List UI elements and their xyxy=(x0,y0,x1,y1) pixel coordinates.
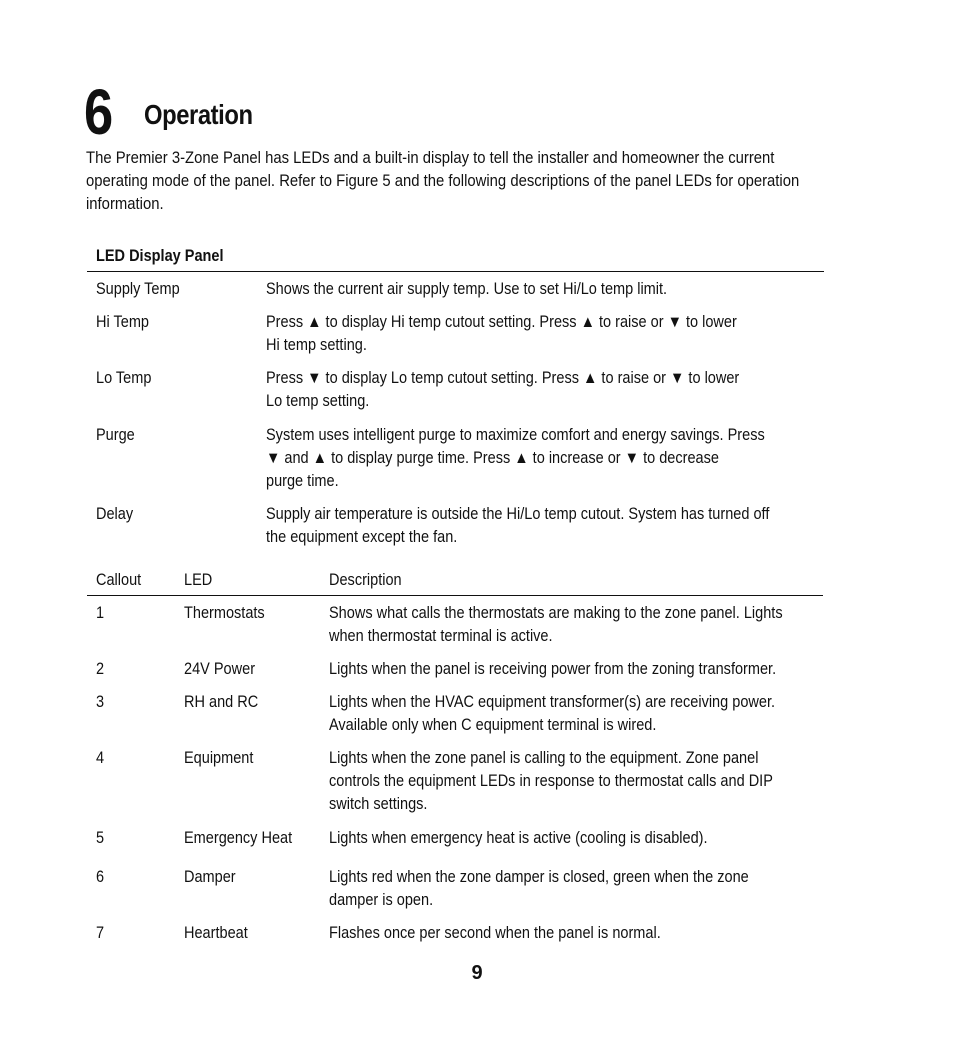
led-name xyxy=(184,747,263,770)
led-description xyxy=(329,866,806,912)
panel-row-description xyxy=(266,503,838,549)
description-line: damper is open. xyxy=(329,891,434,909)
led-name-text: Emergency Heat xyxy=(184,829,293,847)
description-line: the equipment except the fan. xyxy=(266,528,458,546)
callout-number-text: 6 xyxy=(96,868,105,886)
led-name-text: Thermostats xyxy=(184,604,265,622)
panel-row-description xyxy=(266,424,833,493)
description-line: Lights when the zone panel is calling to the equipment. Zone panel xyxy=(329,749,759,767)
description-line: Supply air temperature is outside the Hi/Lo temp cutout. System has turned off xyxy=(266,505,770,523)
callout-number xyxy=(96,922,105,945)
led-name-text: Equipment xyxy=(184,749,254,767)
chapter-number: 6 xyxy=(84,76,112,148)
led-name-text: RH and RC xyxy=(184,693,259,711)
led-display-panel-rule xyxy=(87,271,824,272)
panel-row-label xyxy=(96,367,159,390)
callout-number-text: 4 xyxy=(96,749,105,767)
panel-row-label xyxy=(96,278,191,301)
callout-number-text: 1 xyxy=(96,604,105,622)
led-name-text: 24V Power xyxy=(184,660,256,678)
led-name-text: Heartbeat xyxy=(184,924,248,942)
led-table-header-description: Description xyxy=(329,571,402,589)
callout-number-text: 7 xyxy=(96,924,105,942)
led-table-header-led: LED xyxy=(184,571,213,589)
description-line: Lights when emergency heat is active (cooling is disabled). xyxy=(329,829,708,847)
intro-paragraph: The Premier 3-Zone Panel has LEDs and a built-in display to tell the installer and homeowner the current operating mode of the panel. Refer to Figure 5 and the following descriptions of the panel LEDs for operation information. xyxy=(86,149,800,213)
description-line: Press ▲ to display Hi temp cutout setting. Press ▲ to raise or ▼ to lower xyxy=(266,313,737,331)
led-name xyxy=(184,602,276,625)
led-name xyxy=(184,691,268,714)
led-description xyxy=(329,922,706,945)
description-line: purge time. xyxy=(266,472,339,490)
led-table-rule xyxy=(87,595,823,596)
description-line: Lo temp setting. xyxy=(266,392,370,410)
description-line: System uses intelligent purge to maximize comfort and energy savings. Press xyxy=(266,426,765,444)
led-description xyxy=(329,827,759,850)
led-name xyxy=(184,866,243,889)
led-description xyxy=(329,602,844,648)
callout-number xyxy=(96,691,105,714)
callout-number-text: 5 xyxy=(96,829,105,847)
callout-number xyxy=(96,747,105,770)
callout-number-text: 2 xyxy=(96,660,105,678)
page-number: 9 xyxy=(471,962,483,984)
callout-number xyxy=(96,658,105,681)
page-title: Operation xyxy=(144,99,253,130)
panel-row-label-text: Lo Temp xyxy=(96,369,152,387)
panel-row-description xyxy=(266,278,722,301)
led-name xyxy=(184,827,307,850)
callout-number xyxy=(96,827,105,850)
callout-number xyxy=(96,866,105,889)
description-line: Lights when the HVAC equipment transformer(s) are receiving power. xyxy=(329,693,776,711)
led-table-header-callout: Callout xyxy=(96,571,142,589)
description-line: Press ▼ to display Lo temp cutout setting. Press ▲ to raise or ▼ to lower xyxy=(266,369,740,387)
panel-row-label-text: Delay xyxy=(96,505,134,523)
description-line: when thermostat terminal is active. xyxy=(329,627,553,645)
description-line: Lights red when the zone damper is closed, green when the zone xyxy=(329,868,749,886)
description-line: Flashes once per second when the panel is normal. xyxy=(329,924,661,942)
panel-row-label xyxy=(96,503,138,526)
led-description xyxy=(329,747,833,816)
description-line: Available only when C equipment terminal is wired. xyxy=(329,716,657,734)
description-line: controls the equipment LEDs in response to thermostat calls and DIP xyxy=(329,772,773,790)
panel-row-label-text: Purge xyxy=(96,426,135,444)
callout-number-text: 3 xyxy=(96,693,105,711)
panel-row-label xyxy=(96,424,140,447)
panel-row-label xyxy=(96,311,156,334)
callout-number xyxy=(96,602,105,625)
description-line: Shows the current air supply temp. Use to set Hi/Lo temp limit. xyxy=(266,280,668,298)
panel-row-description xyxy=(266,367,804,413)
led-description xyxy=(329,691,836,737)
description-line: Lights when the panel is receiving power from the zoning transformer. xyxy=(329,660,777,678)
led-name-text: Damper xyxy=(184,868,236,886)
led-display-panel-heading: LED Display Panel xyxy=(96,247,224,265)
led-description xyxy=(329,658,837,681)
led-name xyxy=(184,658,265,681)
panel-row-label-text: Supply Temp xyxy=(96,280,180,298)
description-line: Hi temp setting. xyxy=(266,336,367,354)
description-line: Shows what calls the thermostats are making to the zone panel. Lights xyxy=(329,604,783,622)
led-name xyxy=(184,922,256,945)
panel-row-label-text: Hi Temp xyxy=(96,313,149,331)
description-line: switch settings. xyxy=(329,795,428,813)
panel-row-description xyxy=(266,311,801,357)
description-line: ▼ and ▲ to display purge time. Press ▲ to increase or ▼ to decrease xyxy=(266,449,719,467)
